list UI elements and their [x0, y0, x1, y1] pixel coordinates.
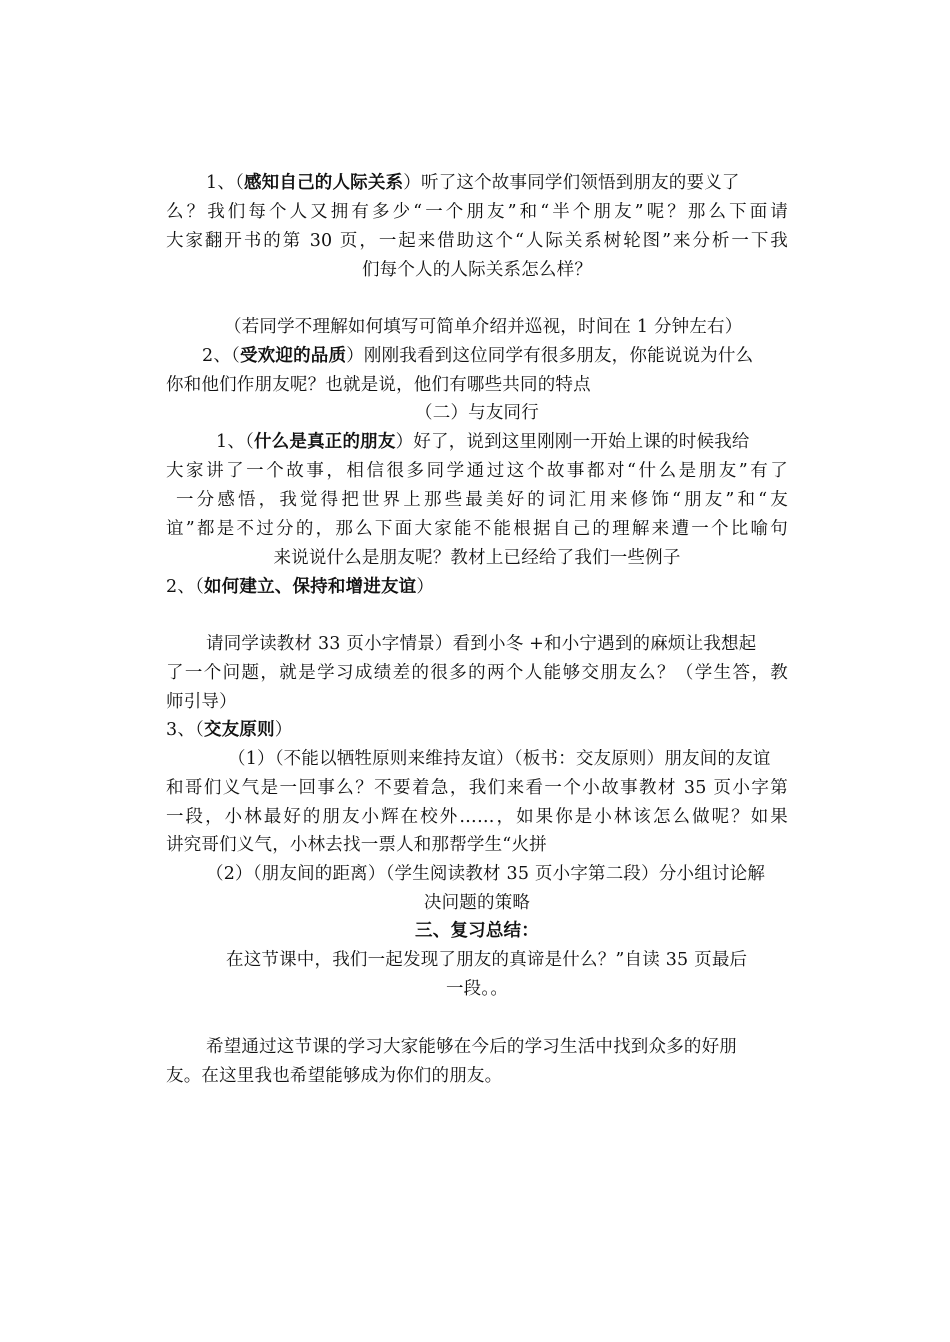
- para-9-line-1: 希望通过这节课的学习大家能够在今后的学习生活中找到众多的好朋: [206, 1037, 737, 1057]
- para-4-text: ）好了，说到这里刚刚一开始上课的时候我给: [395, 432, 750, 452]
- para-3-heading: 受欢迎的品质: [239, 346, 347, 366]
- para-6-line-2: 和哥们义气是一回事么？不要着急，我们来看一个小故事教材 35 页小字第: [166, 778, 788, 798]
- section-heading-2: （二）与友同行: [415, 403, 539, 423]
- para-4-heading: 什么是真正的朋友: [253, 432, 396, 452]
- para-3-line-2: 你和他们作朋友呢？也就是说，他们有哪些共同的特点: [166, 375, 591, 395]
- item-3-number: 3、（: [166, 720, 204, 740]
- item-2-number: 2、（: [166, 577, 204, 597]
- para-1-line-2: 么？我们每个人又拥有多少“一个朋友”和“半个朋友”呢？那么下面请: [166, 202, 788, 222]
- para-1-line-1: [206, 169, 788, 197]
- para-6-line-4: 讲究哥们义气，小林去找一票人和那帮学生“火拼: [166, 835, 547, 855]
- item-2-close: ）: [416, 577, 435, 597]
- para-1-line-3: 大家翻开书的第 30 页，一起来借助这个“人际关系树轮图”来分析一下我: [166, 231, 788, 251]
- para-4-line-4: 谊”都是不过分的，那么下面大家能不能根据自己的理解来遭一个比喻句: [166, 519, 788, 539]
- para-1-text: ）听了这个故事同学们领悟到朋友的要义了: [403, 173, 740, 193]
- section-heading-3: 三、复习总结：: [415, 921, 539, 941]
- para-5-line-2: 了一个问题，就是学习成绩差的很多的两个人能够交朋友么？（学生答，教: [166, 663, 788, 683]
- para-4-prefix: 1、（: [216, 432, 254, 452]
- para-9-line-2: 友。在这里我也希望能够成为你们的朋友。: [166, 1066, 503, 1086]
- para-4-line-3: 一分感悟，我觉得把世界上那些最美好的词汇用来修饰“朋友”和“友: [176, 490, 788, 510]
- para-4-line-5: 来说说什么是朋友呢？教材上已经给了我们一些例子: [273, 548, 681, 568]
- para-6-line-3: 一段，小林最好的朋友小辉在校外……，如果你是小林该怎么做呢？如果: [166, 807, 788, 827]
- para-3-text: ）刚刚我看到这位同学有很多朋友，你能说说为什么: [346, 346, 754, 366]
- item-2-title: 如何建立、保持和增进友谊: [203, 577, 417, 597]
- item-3-close: ）: [274, 720, 293, 740]
- para-3-line-1: [202, 342, 788, 370]
- para-3-prefix: 2、（: [202, 346, 240, 366]
- item-2-heading: [166, 573, 788, 601]
- para-7-line-1: （2）（朋友间的距离）（学生阅读教材 35 页小字第二段）分小组讨论解: [206, 864, 766, 884]
- para-5-line-3: 师引导）: [166, 692, 237, 712]
- para-8-line-2: 一段。。: [445, 979, 509, 999]
- para-1-line-4: 们每个人的人际关系怎么样？: [361, 260, 593, 280]
- para-7-line-2: 决问题的策略: [423, 893, 531, 913]
- para-4-line-2: 大家讲了一个故事，相信很多同学通过这个故事都对“什么是朋友”有了: [166, 461, 788, 481]
- para-4-line-1: [216, 428, 788, 456]
- item-3-heading: [166, 716, 788, 744]
- para-1-prefix: 1、（: [206, 173, 244, 193]
- item-3-title: 交友原则: [203, 720, 275, 740]
- para-5-line-1: 请同学读教材 33 页小字情景）看到小冬 +和小宁遇到的麻烦让我想起: [206, 634, 757, 654]
- para-8-line-1: 在这节课中，我们一起发现了朋友的真谛是什么？”自读 35 页最后: [226, 950, 748, 970]
- para-2-note: （若同学不理解如何填写可简单介绍并巡视，时间在 1 分钟左右）: [224, 317, 743, 337]
- para-6-line-1: （1）（不能以牺牲原则来维持友谊）（板书：交友原则）朋友间的友谊: [228, 749, 771, 769]
- para-1-heading: 感知自己的人际关系: [243, 173, 404, 193]
